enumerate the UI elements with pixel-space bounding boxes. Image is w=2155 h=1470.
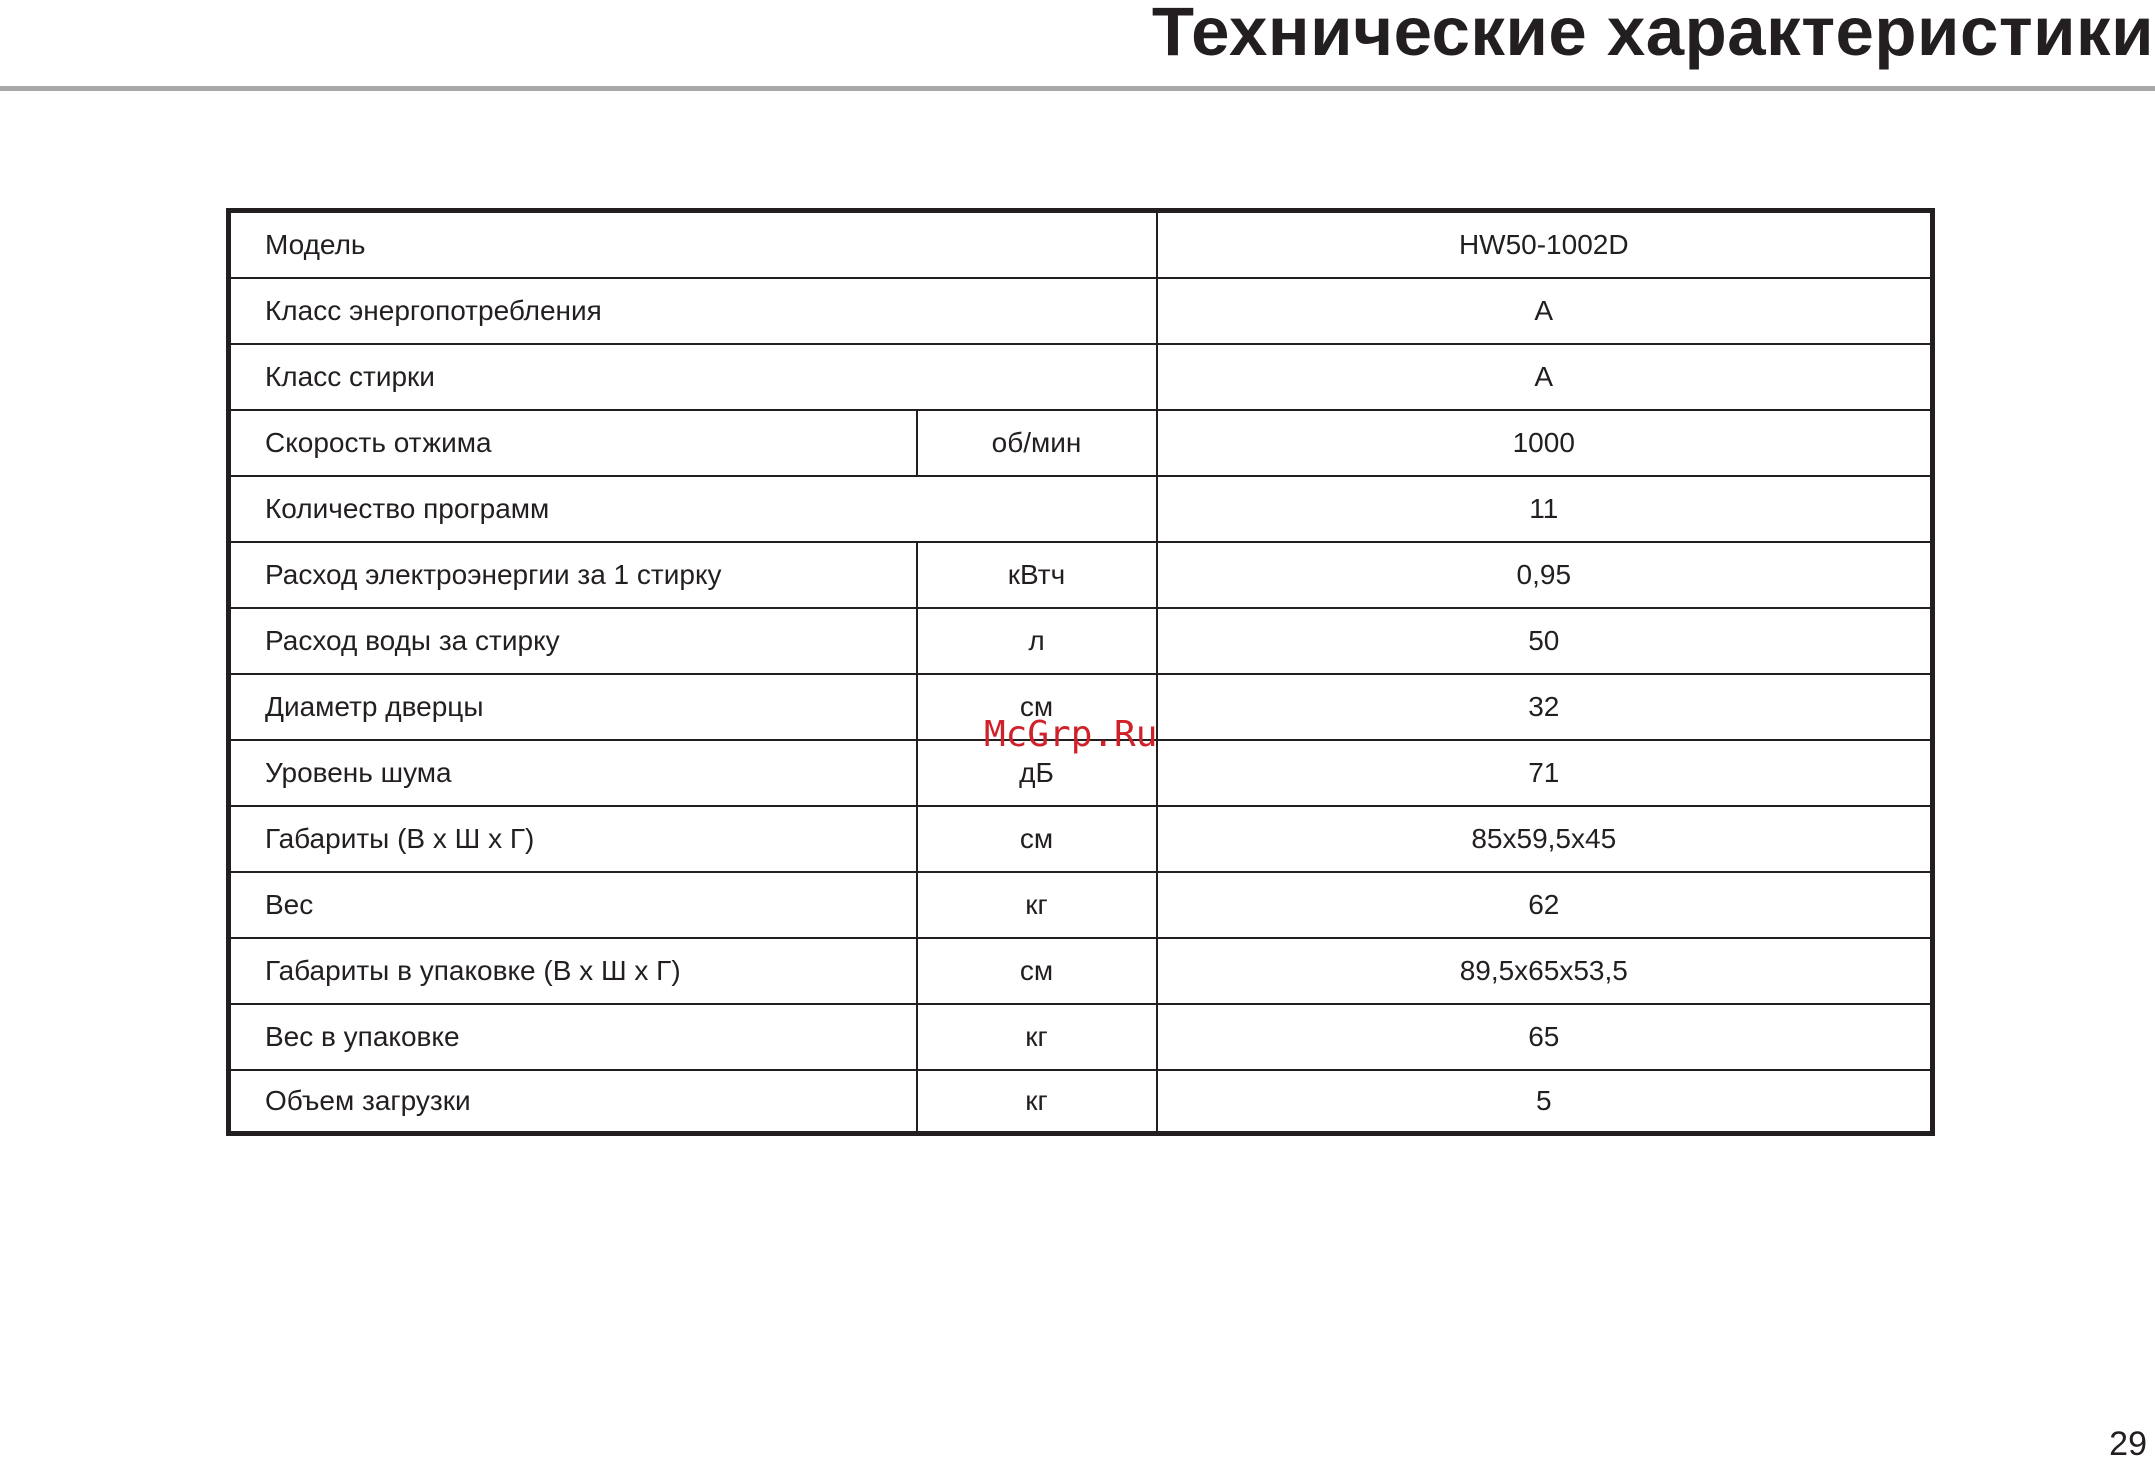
spec-unit: об/мин (917, 410, 1157, 476)
spec-label: Уровень шума (229, 740, 917, 806)
table-row (229, 410, 1933, 476)
spec-value: 32 (1157, 674, 1933, 740)
spec-label: Габариты (В х Ш х Г) (229, 806, 917, 872)
spec-value: HW50-1002D (1157, 211, 1933, 279)
spec-value: 89,5x65x53,5 (1157, 938, 1933, 1004)
spec-label: Класс стирки (229, 344, 1157, 410)
spec-label: Вес в упаковке (229, 1004, 917, 1070)
spec-label: Модель (229, 211, 1157, 279)
spec-unit: см (917, 938, 1157, 1004)
spec-value: A (1157, 344, 1933, 410)
table-row (229, 344, 1933, 410)
spec-unit: кВтч (917, 542, 1157, 608)
spec-label: Количество программ (229, 476, 1157, 542)
table-row (229, 1004, 1933, 1070)
table-row (229, 608, 1933, 674)
spec-value: 85x59,5x45 (1157, 806, 1933, 872)
table-row (229, 1070, 1933, 1134)
table-row (229, 938, 1933, 1004)
table-row (229, 872, 1933, 938)
spec-value: 50 (1157, 608, 1933, 674)
spec-unit: см (917, 806, 1157, 872)
spec-value: 71 (1157, 740, 1933, 806)
table-row (229, 806, 1933, 872)
spec-value: 11 (1157, 476, 1933, 542)
spec-unit: дБ (917, 740, 1157, 806)
table-row (229, 278, 1933, 344)
spec-label: Класс энергопотребления (229, 278, 1157, 344)
title-divider (0, 86, 2155, 91)
spec-label: Габариты в упаковке (В х Ш х Г) (229, 938, 917, 1004)
spec-value: 5 (1157, 1070, 1933, 1134)
table-row (229, 476, 1933, 542)
table-row (229, 542, 1933, 608)
spec-unit: л (917, 608, 1157, 674)
spec-label: Объем загрузки (229, 1070, 917, 1134)
specifications-table (226, 208, 1935, 1136)
spec-label: Вес (229, 872, 917, 938)
spec-unit: кг (917, 1070, 1157, 1134)
spec-label: Расход электроэнергии за 1 стирку (229, 542, 917, 608)
spec-label: Скорость отжима (229, 410, 917, 476)
spec-value: 62 (1157, 872, 1933, 938)
page-number: 29 (2109, 1425, 2147, 1463)
spec-unit: кг (917, 1004, 1157, 1070)
page-title: Технические характеристики (1151, 0, 2154, 70)
spec-value: A (1157, 278, 1933, 344)
table-row (229, 211, 1933, 279)
spec-value: 65 (1157, 1004, 1933, 1070)
spec-label: Диаметр дверцы (229, 674, 917, 740)
spec-value: 1000 (1157, 410, 1933, 476)
spec-label: Расход воды за стирку (229, 608, 917, 674)
spec-unit: см (917, 674, 1157, 740)
watermark: McGrp.Ru (984, 714, 1158, 755)
spec-unit: кг (917, 872, 1157, 938)
spec-value: 0,95 (1157, 542, 1933, 608)
